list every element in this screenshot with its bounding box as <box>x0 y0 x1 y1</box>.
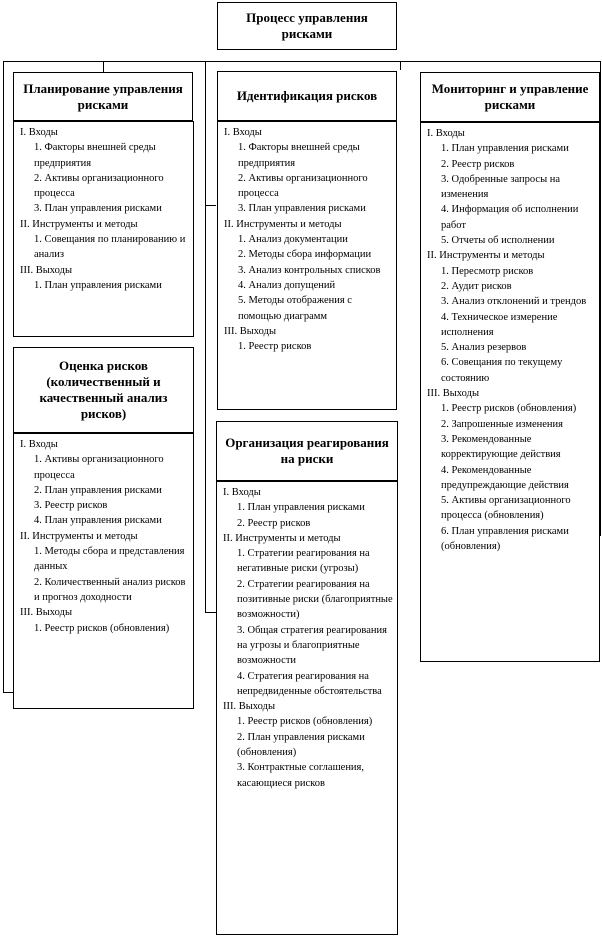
list-item: 2. Стратегии реагирования на позитивные риски (благоприятные возможности) <box>237 578 393 621</box>
identification-title: Идентификация рисков <box>236 88 378 103</box>
section-heading: I. Входы <box>224 127 262 138</box>
list-item: 4. Стратегия реагирования на непредвиденные обстоятельства <box>237 670 382 697</box>
list-item: 1. Реестр рисков (обновления) <box>237 716 373 728</box>
list-item: 3. Рекомендованные корректирующие действия <box>441 433 561 461</box>
root-process-box <box>217 2 397 50</box>
planning-title-box <box>13 72 193 121</box>
list-item: 4. Информация об исполнении работ <box>441 204 579 231</box>
list-item: 3. План управления рисками <box>238 203 366 215</box>
list-item: 3. Одобренные запросы на изменения <box>441 173 561 201</box>
list-item: 1. Активы организационного процесса <box>34 454 164 481</box>
section-heading: II. Инструменты и методы <box>427 250 545 262</box>
planning-title: Планирование управления рисками <box>23 80 183 112</box>
assessment-title: Оценка рисков (количественный и качественный анализ рисков) <box>39 358 168 421</box>
list-item: 4. План управления рисками <box>34 515 162 527</box>
identification-list <box>217 121 397 410</box>
identification-title-box <box>217 71 397 121</box>
list-item: 1. Реестр рисков (обновления) <box>34 622 170 634</box>
list-item: 1. Факторы внешней среды предприятия <box>238 142 360 169</box>
list-item: 2. Реестр рисков <box>441 158 515 170</box>
list-item: 6. План управления рисками (обновления) <box>441 525 569 553</box>
list-item: 3. Контрактные соглашения, касающиеся рисков <box>237 762 365 789</box>
list-item: 3. План управления рисками <box>34 203 162 215</box>
section-heading: I. Входы <box>20 439 58 450</box>
section-heading: I. Входы <box>427 128 465 139</box>
list-item: 1. Факторы внешней среды предприятия <box>34 142 156 169</box>
list-item: 3. Общая стратегия реагирования на угрозы и благоприятные возможности <box>237 624 387 667</box>
monitoring-title-box <box>420 72 600 122</box>
list-item: 1. Анализ документации <box>238 234 348 246</box>
list-item: 3. Реестр рисков <box>34 500 108 512</box>
monitoring-list <box>420 122 600 662</box>
list-item: 2. Активы организационного процесса <box>238 172 368 200</box>
list-item: 5. Отчеты об исполнении <box>441 235 555 247</box>
list-item: 2. План управления рисками (обновления) <box>237 731 365 759</box>
assessment-title-box <box>13 347 194 433</box>
section-heading: I. Входы <box>20 127 58 138</box>
response-title: Организация реагирования на риски <box>225 435 389 466</box>
list-item: 2. Запрошенные изменения <box>441 418 563 430</box>
list-item: 3. Анализ отклонений и трендов <box>441 296 587 308</box>
section-heading: II. Инструменты и методы <box>20 218 138 230</box>
list-item: 5. Активы организационного процесса (обновления) <box>441 495 571 522</box>
list-item: 3. Анализ контрольных списков <box>238 264 381 276</box>
list-item: 1. План управления рисками <box>237 502 365 514</box>
response-title-box <box>216 421 398 481</box>
section-heading: III. Выходы <box>223 701 275 713</box>
list-item: 1. Реестр рисков (обновления) <box>441 403 577 415</box>
list-item: 2. Методы сбора информации <box>238 249 372 261</box>
list-item: 1. Реестр рисков <box>238 341 312 353</box>
list-item: 1. Методы сбора и представления данных <box>34 546 185 573</box>
list-item: 4. Техническое измерение исполнения <box>441 311 558 338</box>
monitoring-title: Мониторинг и управление рисками <box>431 81 589 112</box>
root-process-title: Процесс управления рисками <box>246 10 368 41</box>
list-item: 2. Количественный анализ рисков и прогноз доходности <box>34 576 186 603</box>
section-heading: II. Инструменты и методы <box>223 532 341 544</box>
section-heading: II. Инструменты и методы <box>20 530 138 542</box>
section-heading: III. Выходы <box>224 325 276 337</box>
section-heading: III. Выходы <box>20 264 72 276</box>
list-item: 5. Анализ резервов <box>441 342 527 354</box>
section-heading: III. Выходы <box>20 607 72 619</box>
list-item: 1. Стратегии реагирования на негативные риски (угрозы) <box>237 548 370 575</box>
assessment-list <box>13 433 194 709</box>
planning-list <box>13 121 194 337</box>
list-item: 4. Анализ допущений <box>238 279 336 291</box>
section-heading: III. Выходы <box>427 388 479 400</box>
list-item: 2. План управления рисками <box>34 484 162 496</box>
section-heading: I. Входы <box>223 487 261 498</box>
list-item: 2. Аудит рисков <box>441 280 512 292</box>
list-item: 5. Методы отображения с помощью диаграмм <box>238 295 352 322</box>
list-item: 4. Рекомендованные предупреждающие действия <box>441 464 569 491</box>
section-heading: II. Инструменты и методы <box>224 218 342 230</box>
list-item: 1. Пересмотр рисков <box>441 265 534 277</box>
list-item: 1. План управления рисками <box>34 279 162 291</box>
list-item: 1. Совещания по планированию и анализ <box>34 234 186 261</box>
list-item: 2. Активы организационного процесса <box>34 172 164 200</box>
response-list <box>216 481 398 935</box>
list-item: 2. Реестр рисков <box>237 517 311 529</box>
list-item: 6. Совещания по текущему состоянию <box>441 357 563 384</box>
list-item: 1. План управления рисками <box>441 143 569 155</box>
